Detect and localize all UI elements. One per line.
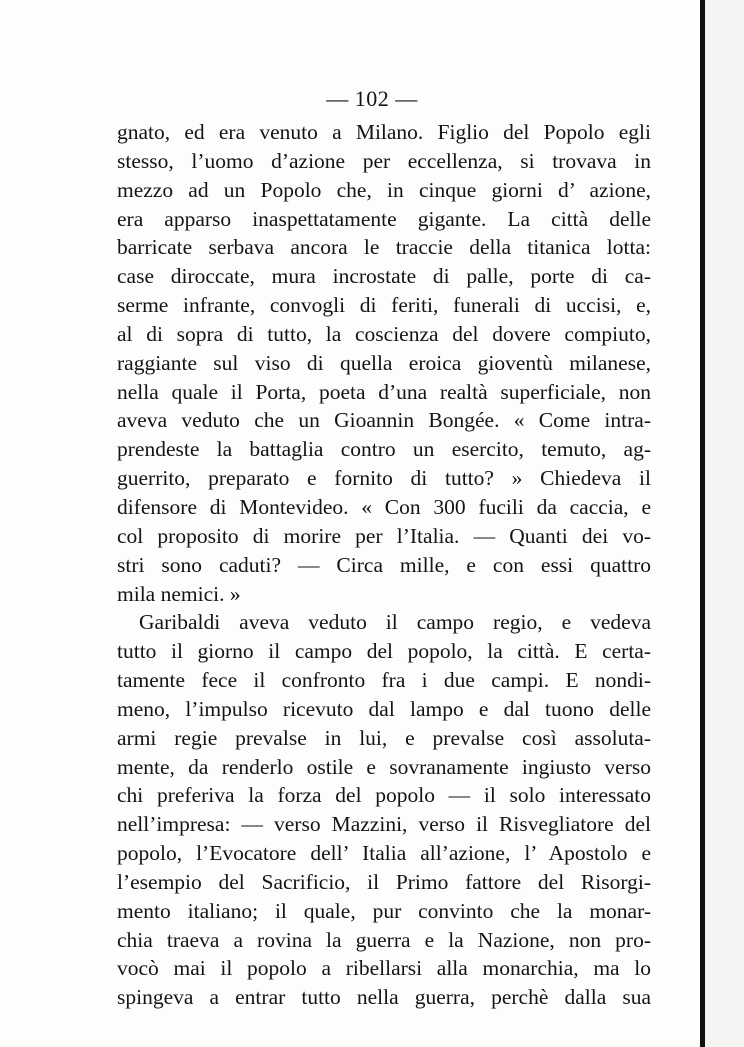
text-line: tamente fece il confronto fra i due campi. E nondi- — [117, 668, 651, 693]
text-line: era apparso inaspettatamente gigante. La città delle — [117, 206, 651, 231]
text-line: vocò mai il popolo a ribellarsi alla monarchia, ma lo — [117, 956, 651, 981]
text-line: tutto il giorno il campo del popolo, la città. E certa- — [117, 639, 651, 664]
scan-margin — [705, 0, 744, 1047]
paragraph-2 — [117, 608, 651, 1012]
text-line: guerrito, preparato e fornito di tutto? » Chiedeva il — [117, 466, 651, 491]
text-line: case diroccate, mura incrostate di palle, porte di ca- — [117, 264, 651, 289]
text-line: spingeva a entrar tutto nella guerra, perchè dalla sua — [117, 985, 651, 1010]
paragraph-1 — [117, 118, 651, 608]
page-number: — 102 — — [326, 86, 418, 111]
text-line: chi preferiva la forza del popolo — il solo interessato — [117, 783, 651, 808]
text-line: l’esempio del Sacrificio, il Primo fattore del Risorgi- — [117, 869, 651, 894]
text-line: Garibaldi aveva veduto il campo regio, e vedeva — [139, 610, 651, 635]
text-line: chia traeva a rovina la guerra e la Nazione, non pro- — [117, 927, 651, 952]
text-line: mila nemici. » — [117, 581, 241, 606]
text-line: mento italiano; il quale, pur convinto che la monar- — [117, 898, 651, 923]
text-line: meno, l’impulso ricevuto dal lampo e dal tuono delle — [117, 696, 651, 721]
text-line: al di sopra di tutto, la coscienza del dovere compiuto, — [117, 321, 651, 346]
text-line: nella quale il Porta, poeta d’una realtà superficiale, non — [117, 379, 651, 404]
text-line: barricate serbava ancora le traccie della titanica lotta: — [117, 235, 651, 260]
body-text — [117, 118, 651, 1012]
text-line: armi regie prevalse in lui, e prevalse così assoluta- — [117, 725, 651, 750]
text-line: stri sono caduti? — Circa mille, e con essi quattro — [117, 552, 651, 577]
text-line: mente, da renderlo ostile e sovranamente ingiusto verso — [117, 754, 651, 779]
text-line: gnato, ed era venuto a Milano. Figlio del Popolo egli — [117, 120, 651, 144]
text-line: popolo, l’Evocatore dell’ Italia all’azione, l’ Apostolo e — [117, 841, 651, 866]
text-line: col proposito di morire per l’Italia. — Quanti dei vo- — [117, 523, 651, 548]
text-line: nell’impresa: — verso Mazzini, verso il Risvegliatore del — [117, 812, 651, 837]
text-line: prendeste la battaglia contro un esercito, temuto, ag- — [117, 437, 651, 462]
text-line: aveva veduto che un Gioannin Bongée. « Come intra- — [117, 408, 651, 433]
text-line: raggiante sul viso di quella eroica gioventù milanese, — [117, 350, 651, 375]
text-line: stesso, l’uomo d’azione per eccellenza, si trovava in — [117, 148, 651, 173]
text-line: difensore di Montevideo. « Con 300 fucili da caccia, e — [117, 494, 651, 519]
text-line: mezzo ad un Popolo che, in cinque giorni d’ azione, — [117, 177, 651, 202]
text-line: serme infrante, convogli di feriti, funerali di uccisi, e, — [117, 293, 651, 318]
